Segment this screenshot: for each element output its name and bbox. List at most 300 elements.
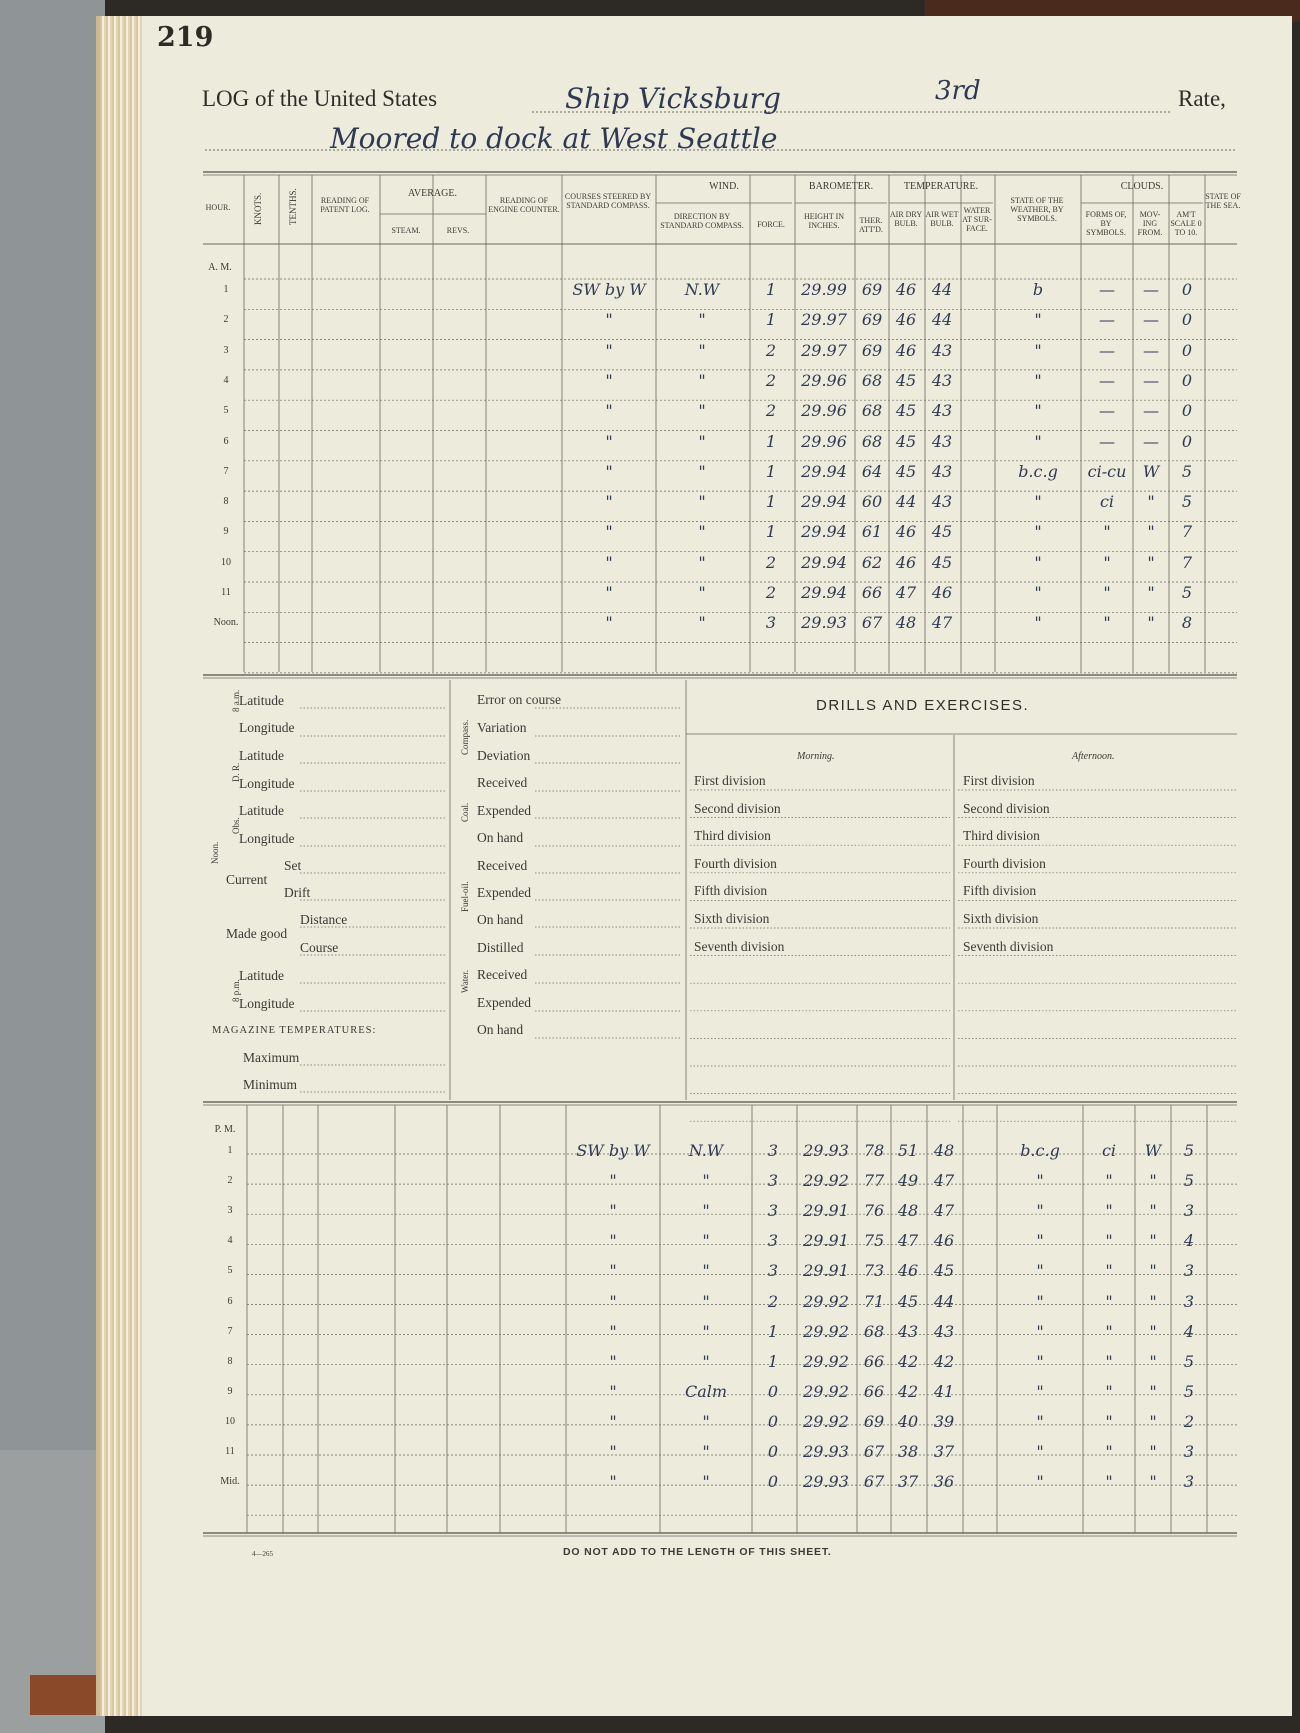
coal-expended: Expended [477,803,531,818]
course-cell: " [609,1381,617,1401]
course-cell: " [609,1261,617,1281]
tag-fuel-oil: Fuel-oil. [460,881,470,912]
air-wet-cell: 45 [933,1261,955,1281]
col-patent-log: READING OF PATENT LOG. [320,196,370,214]
cloud-forms-cell: " [1105,1291,1113,1311]
tag-8am: 8 a.m. [231,689,241,712]
air-dry-cell: 46 [895,340,917,360]
cloud-forms-cell: " [1105,1201,1113,1221]
drills-title: DRILLS AND EXERCISES. [816,697,1030,714]
barometer-ther-cell: 68 [861,431,883,451]
weather-cell: " [1036,1351,1044,1371]
cloud-forms-cell: — [1099,401,1115,421]
hour-label: 3 [227,1205,233,1217]
barometer-ther-cell: 61 [861,522,883,542]
wind-direction-cell: " [698,340,706,360]
cloud-moving-cell: — [1143,280,1159,299]
cloud-forms-cell: " [1105,1411,1113,1431]
course-cell: " [609,1201,617,1221]
cloud-forms-cell: " [1105,1171,1113,1191]
barometer-ther-cell: 66 [861,583,883,602]
dr-longitude: Longitude [239,776,295,791]
compass-deviation: Deviation [477,748,531,763]
cloud-forms-cell: — [1099,340,1115,360]
cloud-forms-cell: " [1105,1351,1113,1371]
hour-label: 10 [225,1415,235,1427]
wind-force-cell: 3 [767,1201,779,1221]
weather-cell: " [1034,310,1042,330]
weather-cell: " [1034,583,1042,602]
hour-label: 2 [227,1175,233,1187]
cloud-moving-cell: " [1149,1472,1157,1492]
barometer-ther-cell: 69 [863,1411,885,1431]
cloud-forms-cell: " [1105,1472,1113,1492]
course-cell: " [605,431,613,451]
course-cell: " [605,310,613,330]
hour-label: 11 [225,1446,235,1457]
hour-label: 9 [227,1385,233,1397]
course-cell: SW by W [576,1141,650,1160]
course-cell: " [609,1231,617,1251]
hour-label: 2 [223,314,229,326]
tag-water: Water. [460,969,470,993]
barometer-height-cell: 29.93 [803,1472,849,1492]
col-cloud-moving: MOV-ING FROM. [1137,210,1163,237]
magazine-temperatures: MAGAZINE TEMPERATURES: [212,1025,377,1036]
cloud-moving-cell: " [1149,1381,1157,1401]
air-dry-cell: 49 [897,1171,919,1191]
made-good-course: Course [300,940,339,955]
weather-cell: " [1036,1442,1044,1461]
wind-direction-cell: " [702,1291,710,1311]
cloud-forms-cell: ci [1099,492,1115,512]
hour-label: 4 [223,374,229,386]
air-wet-cell: 47 [933,1171,955,1191]
air-dry-cell: 46 [895,280,917,299]
barometer-height-cell: 29.99 [801,280,847,299]
cloud-moving-cell: — [1143,340,1159,360]
col-wind: WIND. [709,181,739,192]
ship-rate: 3rd [935,76,981,106]
barometer-height-cell: 29.94 [801,583,847,602]
hour-label: 7 [227,1325,233,1337]
cloud-forms-cell: — [1099,280,1115,299]
wind-force-cell: 1 [765,522,777,542]
cloud-amount-cell: 5 [1181,461,1193,481]
cloud-amount-cell: 4 [1183,1321,1195,1341]
ship-name: Ship Vicksburg [565,82,781,115]
air-dry-cell: 42 [897,1351,919,1371]
cloud-amount-cell: 0 [1181,310,1193,330]
air-wet-cell: 43 [933,1321,955,1341]
weather-cell: " [1036,1411,1044,1431]
barometer-height-cell: 29.97 [801,340,847,360]
cloud-forms-cell: ci [1101,1141,1117,1160]
barometer-ther-cell: 71 [863,1291,885,1311]
hour-label: 8 [227,1355,233,1367]
magazine-maximum: Maximum [243,1050,300,1065]
barometer-height-cell: 29.97 [801,310,847,330]
course-cell: SW by W [572,280,646,299]
air-wet-cell: 47 [931,613,953,633]
barometer-ther-cell: 69 [861,340,883,360]
dr-latitude: Latitude [239,748,284,763]
afternoon-division-3: Third division [963,828,1040,844]
air-wet-cell: 43 [931,492,953,512]
wind-force-cell: 3 [765,613,777,633]
barometer-height-cell: 29.92 [803,1291,849,1311]
weather-cell: " [1034,552,1042,572]
col-air-dry: AIR DRY BULB. [889,210,923,228]
air-dry-cell: 46 [897,1261,919,1281]
am-label: A. M. [208,262,232,273]
morning-division-4: Fourth division [694,855,777,871]
barometer-ther-cell: 76 [863,1201,885,1221]
air-dry-cell: 45 [895,461,917,481]
barometer-height-cell: 29.93 [803,1442,849,1461]
air-dry-cell: 44 [895,492,917,512]
fuel-received: Received [477,858,528,873]
hour-label: 11 [221,587,231,598]
cloud-amount-cell: 3 [1183,1442,1195,1461]
hour-label: 7 [223,465,229,477]
cloud-moving-cell: " [1149,1351,1157,1371]
air-wet-cell: 43 [931,370,953,390]
water-received: Received [477,967,528,982]
barometer-ther-cell: 67 [863,1442,885,1461]
cloud-amount-cell: 0 [1181,280,1193,299]
wind-force-cell: 0 [767,1472,779,1492]
course-cell: " [605,552,613,572]
barometer-ther-cell: 62 [861,552,883,572]
col-courses: COURSES STEERED BY STANDARD COMPASS. [564,192,652,210]
wind-direction-cell: " [698,310,706,330]
air-wet-cell: 44 [931,310,953,330]
cloud-amount-cell: 5 [1183,1141,1195,1160]
cloud-forms-cell: — [1099,310,1115,330]
cloud-forms-cell: " [1103,583,1111,602]
wind-force-cell: 3 [767,1261,779,1281]
obs-latitude: Latitude [239,803,284,818]
weather-cell: " [1036,1231,1044,1251]
wind-direction-cell: N.W [688,1141,724,1160]
hour-label: 5 [223,405,229,417]
cloud-forms-cell: " [1105,1321,1113,1341]
log-title-prefix: LOG of the United States [202,86,438,111]
weather-cell: " [1036,1321,1044,1341]
air-wet-cell: 43 [931,461,953,481]
course-cell: " [605,401,613,421]
barometer-height-cell: 29.96 [801,370,847,390]
barometer-height-cell: 29.92 [803,1351,849,1371]
barometer-ther-cell: 78 [863,1141,885,1160]
air-dry-cell: 47 [895,583,917,602]
course-cell: " [609,1442,617,1461]
air-wet-cell: 43 [931,340,953,360]
barometer-height-cell: 29.92 [803,1381,849,1401]
barometer-ther-cell: 68 [863,1321,885,1341]
cloud-moving-cell: " [1149,1291,1157,1311]
air-wet-cell: 47 [933,1201,955,1221]
air-wet-cell: 39 [933,1411,955,1431]
weather-cell: " [1036,1472,1044,1492]
cloud-amount-cell: 8 [1181,613,1193,633]
morning-division-2: Second division [694,800,781,816]
course-cell: " [605,492,613,512]
afternoon-division-4: Fourth division [963,855,1046,871]
barometer-height-cell: 29.93 [801,613,847,633]
air-wet-cell: 43 [931,401,953,421]
barometer-height-cell: 29.92 [803,1171,849,1191]
hour-label: Noon. [213,617,239,629]
cloud-moving-cell: — [1143,370,1159,390]
cloud-amount-cell: 2 [1183,1411,1195,1431]
wind-force-cell: 1 [765,280,777,299]
obs-longitude: Longitude [239,831,295,846]
air-wet-cell: 41 [933,1381,955,1401]
weather-cell: b.c.g [1018,461,1058,481]
cloud-moving-cell: " [1147,522,1155,542]
wind-direction-cell: " [698,401,706,421]
course-cell: " [609,1411,617,1431]
barometer-height-cell: 29.91 [803,1201,849,1221]
air-wet-cell: 43 [931,431,953,451]
cloud-moving-cell: " [1149,1261,1157,1281]
wind-direction-cell: " [698,461,706,481]
wind-force-cell: 1 [765,310,777,330]
weather-cell: " [1036,1261,1044,1281]
barometer-height-cell: 29.93 [803,1141,849,1160]
cloud-amount-cell: 4 [1183,1231,1195,1251]
col-wind-direction: DIRECTION BY STANDARD COMPASS. [660,212,744,230]
col-barometer: BAROMETER. [808,181,874,192]
cloud-amount-cell: 7 [1181,552,1193,572]
tag-coal: Coal. [460,802,470,822]
wind-direction-cell: Calm [684,1381,728,1401]
afternoon-division-6: Sixth division [963,911,1039,926]
air-wet-cell: 44 [931,280,953,299]
air-wet-cell: 45 [931,522,953,542]
rate-label: Rate, [1178,86,1226,111]
weather-cell: " [1034,401,1042,421]
tag-compass: Compass. [460,719,470,755]
wind-direction-cell: " [698,552,706,572]
am-latitude: Latitude [239,693,284,708]
cloud-amount-cell: 3 [1183,1201,1195,1221]
cloud-amount-cell: 5 [1183,1171,1195,1191]
air-dry-cell: 48 [897,1201,919,1221]
water-expended: Expended [477,995,531,1010]
col-wind-force: FORCE. [757,220,785,229]
course-cell: " [609,1321,617,1341]
tag-noon: Noon. [210,841,220,864]
weather-cell: " [1034,431,1042,451]
drills-afternoon: Afternoon. [1072,751,1115,762]
course-cell: " [609,1351,617,1371]
course-cell: " [605,461,613,481]
morning-division-3: Third division [694,828,771,844]
wind-direction-cell: " [702,1411,710,1431]
col-knots: KNOTS. [253,192,263,225]
barometer-height-cell: 29.96 [801,401,847,421]
col-bar-ther: THER. ATT'D. [859,216,883,234]
hour-label: 5 [227,1265,233,1277]
col-hour: HOUR. [205,203,231,212]
air-dry-cell: 45 [895,401,917,421]
air-dry-cell: 42 [897,1381,919,1401]
cloud-amount-cell: 0 [1181,340,1193,360]
cloud-amount-cell: 0 [1181,431,1193,451]
wind-force-cell: 1 [767,1351,779,1371]
afternoon-division-5: Fifth division [963,883,1037,899]
cloud-amount-cell: 3 [1183,1472,1195,1492]
wind-force-cell: 3 [767,1171,779,1191]
course-cell: " [605,522,613,542]
cloud-forms-cell: " [1103,552,1111,572]
compass-variation: Variation [477,720,527,735]
wind-direction-cell: " [698,492,706,512]
barometer-ther-cell: 69 [861,280,883,299]
coal-on-hand: On hand [477,830,524,845]
cloud-amount-cell: 0 [1181,370,1193,390]
hour-label: 3 [223,344,229,356]
cloud-moving-cell: " [1147,492,1155,512]
ship-location: Moored to dock at West Seattle [330,122,778,155]
wind-force-cell: 0 [767,1381,779,1401]
wind-force-cell: 1 [765,461,777,481]
current-set: Set [284,858,302,873]
wind-direction-cell: " [702,1442,710,1461]
barometer-ther-cell: 66 [863,1351,885,1371]
pm-longitude: Longitude [239,996,295,1011]
barometer-ther-cell: 67 [863,1472,885,1492]
barometer-ther-cell: 66 [863,1381,885,1401]
course-cell: " [605,340,613,360]
afternoon-division-1: First division [963,773,1035,788]
cloud-moving-cell: " [1147,552,1155,572]
air-dry-cell: 51 [897,1141,919,1160]
cloud-moving-cell: " [1149,1201,1157,1221]
col-engine-counter: READING OF ENGINE COUNTER. [488,196,560,214]
length-notice: DO NOT ADD TO THE LENGTH OF THIS SHEET. [563,1546,832,1558]
air-dry-cell: 45 [895,431,917,451]
cloud-amount-cell: 3 [1183,1291,1195,1311]
cloud-forms-cell: " [1103,613,1111,633]
air-dry-cell: 40 [897,1411,919,1431]
col-tenths: TENTHS. [288,188,298,225]
wind-direction-cell: " [702,1321,710,1341]
wind-direction-cell: " [698,613,706,633]
barometer-height-cell: 29.94 [801,522,847,542]
cloud-moving-cell: W [1144,1141,1162,1160]
wind-force-cell: 1 [765,431,777,451]
air-dry-cell: 46 [895,310,917,330]
weather-cell: " [1034,340,1042,360]
wind-force-cell: 2 [765,340,777,360]
pm-label: P. M. [214,1124,236,1135]
am-longitude: Longitude [239,720,295,735]
form-number: 4—265 [252,1550,273,1558]
morning-division-1: First division [694,773,766,788]
wind-direction-cell: N.W [684,280,720,299]
cloud-forms-cell: " [1105,1231,1113,1251]
wind-direction-cell: " [698,522,706,542]
col-clouds: CLOUDS. [1120,181,1164,192]
morning-division-5: Fifth division [694,883,768,899]
cloud-moving-cell: — [1143,401,1159,421]
page-number: 219 [157,22,214,53]
weather-cell: b [1032,280,1044,299]
barometer-ther-cell: 75 [863,1231,885,1251]
course-cell: " [609,1171,617,1191]
cloud-moving-cell: — [1143,310,1159,330]
weather-cell: " [1036,1201,1044,1221]
barometer-height-cell: 29.91 [803,1261,849,1281]
wind-force-cell: 0 [767,1411,779,1431]
barometer-ther-cell: 60 [861,492,883,512]
air-wet-cell: 46 [931,583,953,602]
cloud-amount-cell: 3 [1183,1261,1195,1281]
wind-direction-cell: " [702,1261,710,1281]
barometer-ther-cell: 77 [863,1171,885,1191]
wind-force-cell: 2 [765,552,777,572]
weather-cell: " [1036,1381,1044,1401]
air-wet-cell: 37 [933,1442,955,1461]
afternoon-division-7: Seventh division [963,938,1054,954]
hour-label: 4 [227,1235,233,1247]
cloud-amount-cell: 5 [1183,1351,1195,1371]
air-dry-cell: 37 [897,1472,919,1492]
cloud-moving-cell: " [1149,1321,1157,1341]
wind-direction-cell: " [698,583,706,602]
cloud-amount-cell: 5 [1183,1381,1195,1401]
hour-label: 9 [223,526,229,538]
hour-label: 6 [223,435,229,447]
cloud-moving-cell: W [1142,461,1160,481]
col-average: AVERAGE. [408,188,457,199]
barometer-height-cell: 29.92 [803,1411,849,1431]
drills-morning: Morning. [797,751,835,762]
wind-direction-cell: " [702,1231,710,1251]
col-bar-height: HEIGHT IN INCHES. [803,212,845,230]
tag-obs: Obs. [231,817,241,834]
cloud-forms-cell: " [1105,1261,1113,1281]
cloud-forms-cell: — [1099,370,1115,390]
cloud-moving-cell: " [1147,583,1155,602]
course-cell: " [605,583,613,602]
weather-cell: " [1034,522,1042,542]
col-steam: STEAM. [391,226,421,235]
col-revs: REVS. [446,226,470,235]
course-cell: " [605,370,613,390]
current-label: Current [226,872,268,887]
cloud-forms-cell: " [1105,1442,1113,1461]
fuel-expended: Expended [477,885,531,900]
made-good-label: Made good [226,926,288,941]
weather-cell: " [1034,370,1042,390]
barometer-ther-cell: 67 [861,613,883,633]
course-cell: " [605,613,613,633]
morning-division-6: Sixth division [694,911,770,926]
wind-direction-cell: " [702,1201,710,1221]
wind-force-cell: 2 [765,401,777,421]
hour-label: 1 [227,1145,233,1156]
barometer-ther-cell: 69 [861,310,883,330]
air-dry-cell: 46 [895,522,917,542]
wind-force-cell: 2 [767,1291,779,1311]
barometer-ther-cell: 64 [861,461,883,481]
barometer-height-cell: 29.92 [803,1321,849,1341]
